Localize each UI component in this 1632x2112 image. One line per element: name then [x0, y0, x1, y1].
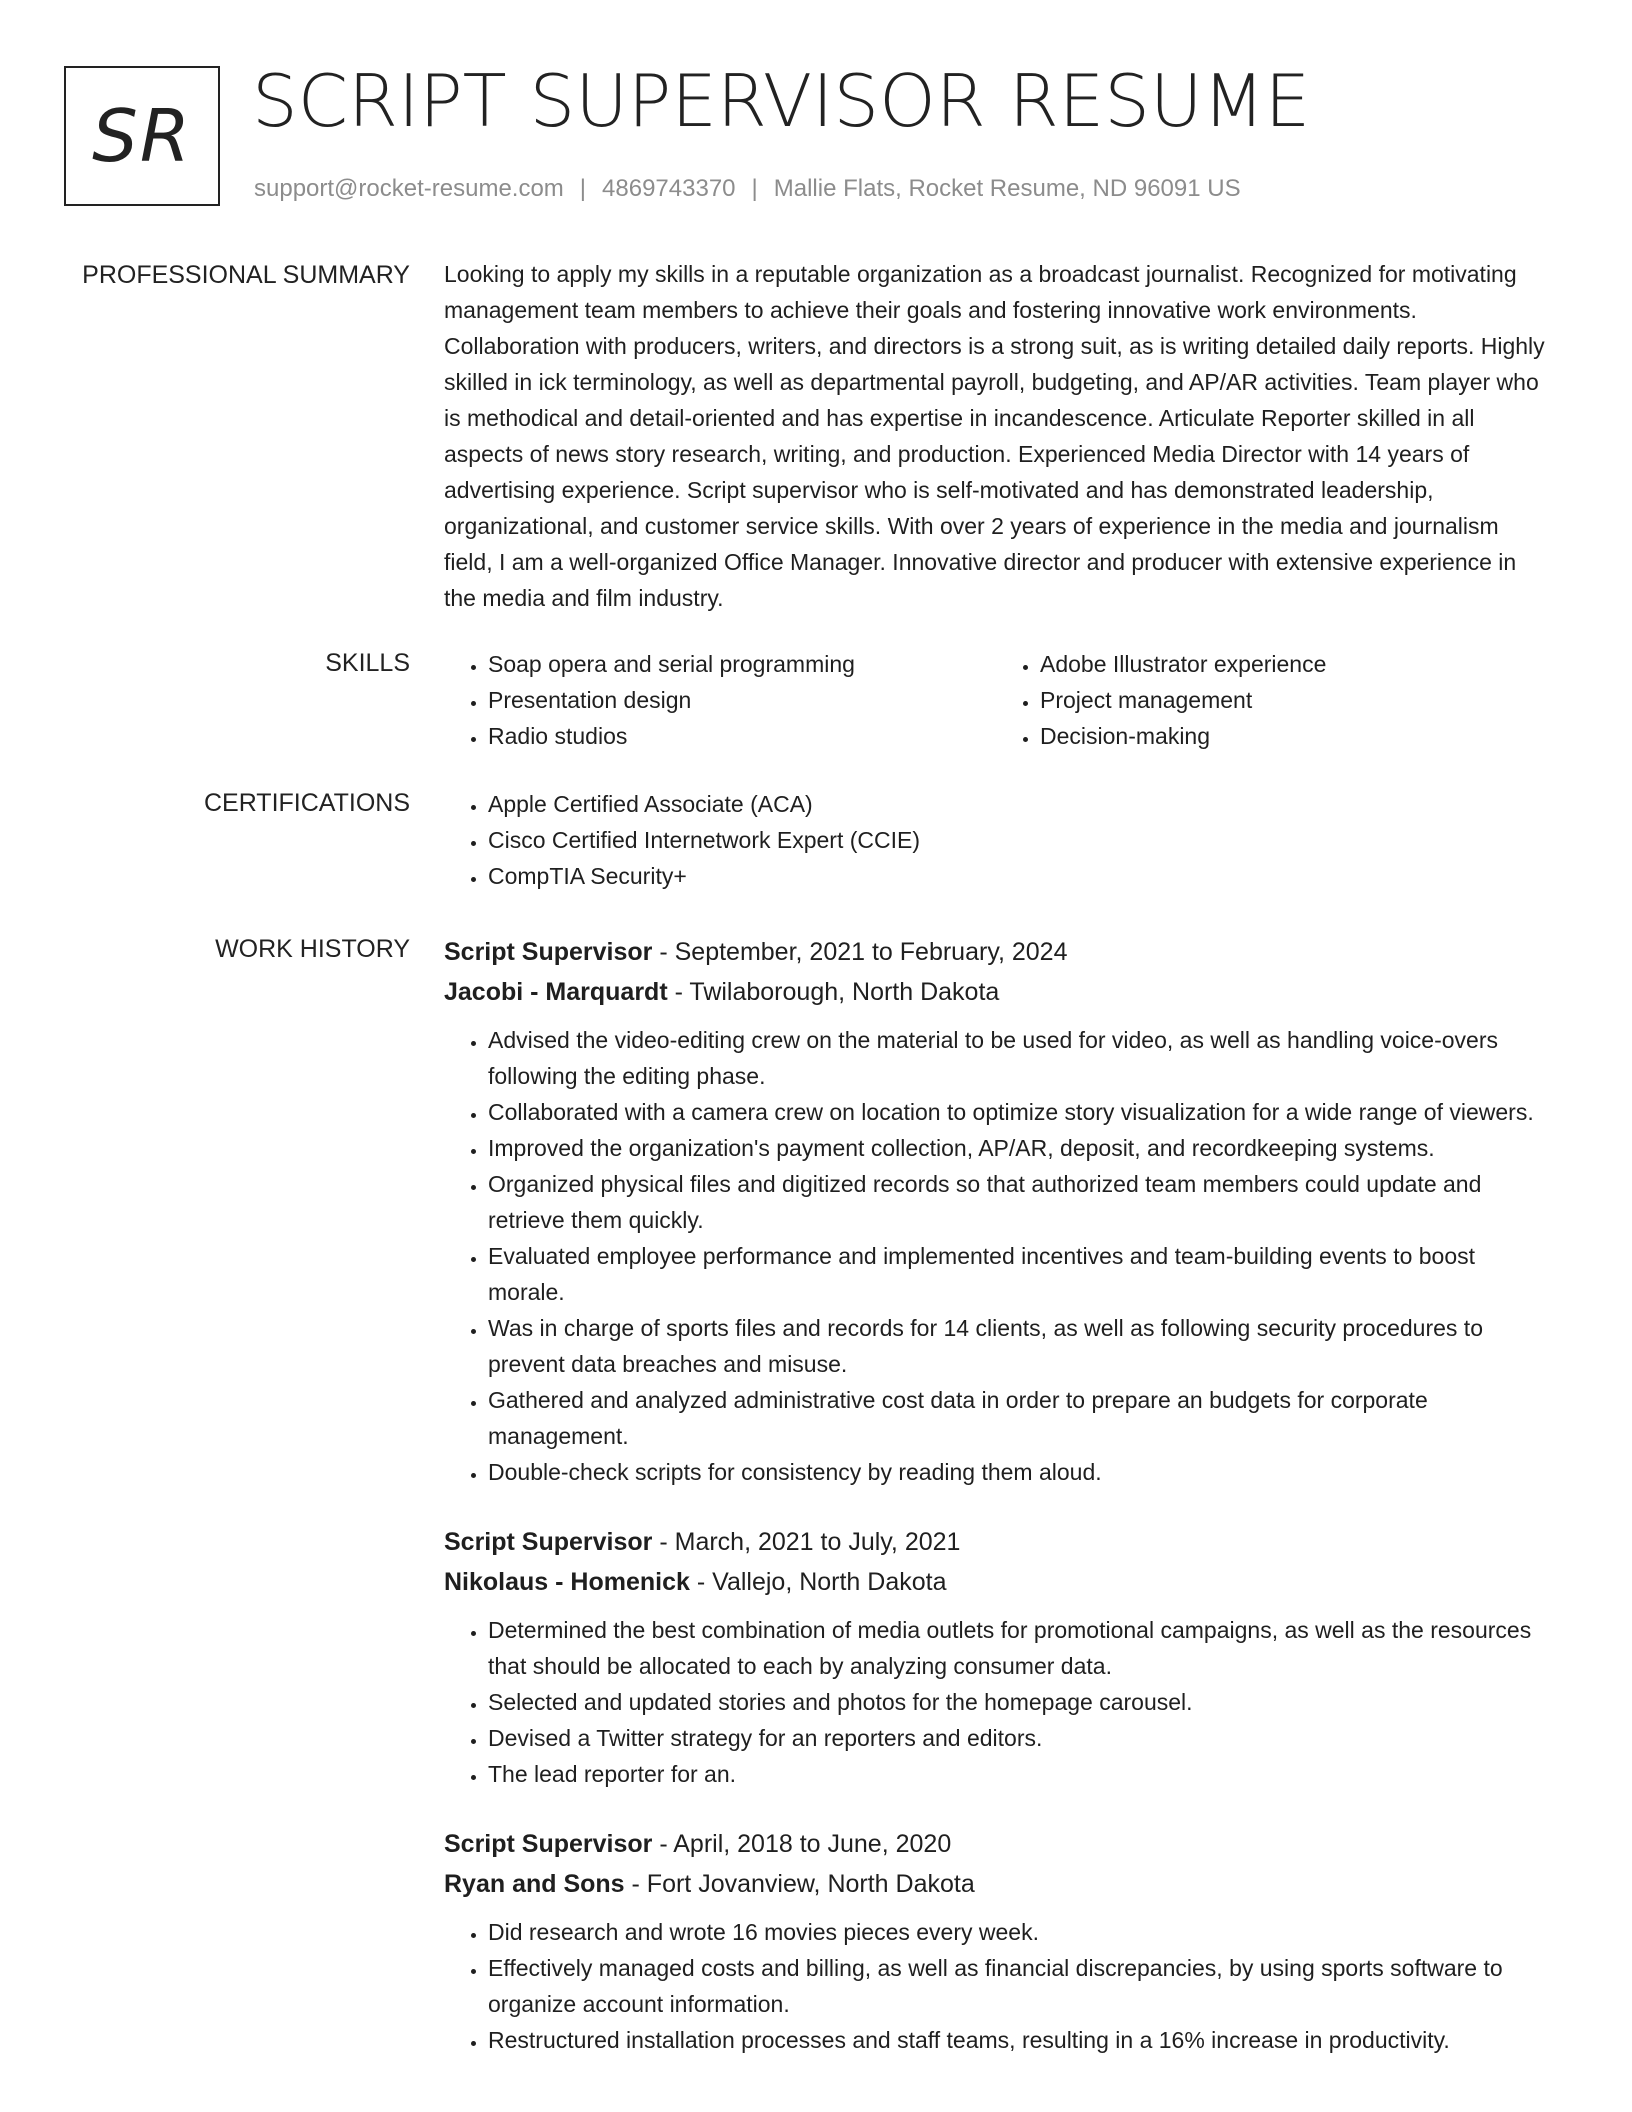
- job-title: Script Supervisor: [444, 1528, 653, 1556]
- job-bullets: [444, 1914, 1548, 2058]
- skill-item: • Project management: [1040, 682, 1548, 718]
- job-bullets: [444, 1022, 1548, 1490]
- job-bullet: • Double-check scripts for consistency by reading them aloud.: [488, 1454, 1548, 1490]
- job-entry: [444, 932, 1548, 1490]
- job-company-line: [444, 972, 1548, 1012]
- job-title-line: [444, 1824, 1548, 1864]
- job-location: - Fort Jovanview, North Dakota: [624, 1870, 975, 1898]
- job-title: Script Supervisor: [444, 1830, 653, 1858]
- job-company-line: [444, 1864, 1548, 1904]
- skill-item: • Presentation design: [488, 682, 996, 718]
- contact-email: support@rocket-resume.com: [254, 175, 564, 202]
- contact-separator: |: [751, 175, 758, 202]
- job-bullet: • Determined the best combination of media outlets for promotional campaigns, as well as the resources that should be allocated to each by analyzing consumer data.: [488, 1612, 1548, 1684]
- job-company: Ryan and Sons: [444, 1870, 625, 1898]
- job-company: Nikolaus - Homenick: [444, 1568, 690, 1596]
- job-dates: - September, 2021 to February, 2024: [652, 938, 1068, 966]
- summary-body: [444, 256, 1548, 616]
- job-title-line: [444, 1522, 1548, 1562]
- resume-title: SCRIPT SUPERVISOR RESUME: [252, 59, 1311, 143]
- certifications-list: [444, 786, 1548, 894]
- job-bullet: • Did research and wrote 16 movies pieces every week.: [488, 1914, 1548, 1950]
- summary-heading: PROFESSIONAL SUMMARY: [82, 261, 410, 289]
- certifications-heading: CERTIFICATIONS: [203, 789, 410, 817]
- job-entry: [444, 1824, 1548, 2058]
- monogram-initials: SR: [92, 94, 192, 178]
- certification-item: • CompTIA Security+: [488, 858, 1548, 894]
- skills-list-left: [444, 646, 996, 754]
- job-bullet: • Effectively managed costs and billing, as well as financial discrepancies, by using sports software to organize account information.: [488, 1950, 1548, 2022]
- contact-separator: |: [579, 175, 587, 202]
- job-bullet: • Gathered and analyzed administrative cost data in order to prepare an budgets for corporate management.: [488, 1382, 1548, 1454]
- skill-item: • Adobe Illustrator experience: [1040, 646, 1548, 682]
- job-bullet: • Restructured installation processes and staff teams, resulting in a 16% increase in productivity.: [488, 2022, 1548, 2058]
- job-bullet: • Evaluated employee performance and implemented incentives and team-building events to boost morale.: [488, 1238, 1548, 1310]
- job-entry: [444, 1522, 1548, 1792]
- job-bullet: • Advised the video-editing crew on the material to be used for video, as well as handling voice-overs following the editing phase.: [488, 1022, 1548, 1094]
- job-bullet: • Selected and updated stories and photos for the homepage carousel.: [488, 1684, 1548, 1720]
- job-bullet: • Was in charge of sports files and records for 14 clients, as well as following security procedures to prevent data breaches and misuse.: [488, 1310, 1548, 1382]
- certification-item: • Cisco Certified Internetwork Expert (CCIE): [488, 822, 1548, 858]
- job-location: - Twilaborough, North Dakota: [667, 978, 1000, 1006]
- job-bullet: • The lead reporter for an.: [488, 1756, 1548, 1792]
- contact-line: [254, 172, 1241, 206]
- skills-list-right: [996, 646, 1548, 754]
- certification-item: • Apple Certified Associate (ACA): [488, 786, 1548, 822]
- job-company-line: [444, 1562, 1548, 1602]
- summary-text: Looking to apply my skills in a reputable organization as a broadcast journalist. Recognized for motivating management team members to achieve their goals and fostering innovative work environments. Collaboration with producers, writers, and directors is a strong suit, as is writing detailed daily reports. Highly skilled in ick terminology, as well as departmental payroll, budgeting, and AP/AR activities. Team player who is methodical and detail-oriented and has expertise in incandescence. Articulate Reporter skilled in all aspects of news story research, writing, and production. Experienced Media Director with 14 years of advertising experience. Script supervisor who is self-motivated and has demonstrated leadership, organizational, and customer service skills. With over 2 years of experience in the media and journalism field, I am a well-organized Office Manager. Innovative director and producer with extensive experience in the media and film industry.: [444, 261, 1545, 611]
- skills-grid: [444, 646, 1548, 754]
- job-bullets: [444, 1612, 1548, 1792]
- job-bullet: • Organized physical files and digitized records so that authorized team members could update and retrieve them quickly.: [488, 1166, 1548, 1238]
- job-title-line: [444, 932, 1548, 972]
- skill-item: • Soap opera and serial programming: [488, 646, 996, 682]
- job-bullet: • Improved the organization's payment collection, AP/AR, deposit, and recordkeeping systems.: [488, 1130, 1548, 1166]
- contact-address: Mallie Flats, Rocket Resume, ND 96091 US: [773, 175, 1241, 202]
- job-title: Script Supervisor: [444, 938, 653, 966]
- job-location: - Vallejo, North Dakota: [689, 1568, 947, 1596]
- job-company: Jacobi - Marquardt: [444, 978, 668, 1006]
- job-bullet: • Devised a Twitter strategy for an reporters and editors.: [488, 1720, 1548, 1756]
- contact-phone: 4869743370: [602, 175, 736, 202]
- monogram-box: [64, 66, 220, 206]
- skill-item: • Decision-making: [1040, 718, 1548, 754]
- work-history-body: [444, 932, 1548, 2058]
- skills-heading: SKILLS: [325, 649, 410, 677]
- skill-item: • Radio studios: [488, 718, 996, 754]
- job-dates: - April, 2018 to June, 2020: [652, 1830, 952, 1858]
- certifications-body: [444, 786, 1548, 894]
- job-dates: - March, 2021 to July, 2021: [652, 1528, 961, 1556]
- work-history-heading: WORK HISTORY: [215, 935, 410, 963]
- job-bullet: • Collaborated with a camera crew on location to optimize story visualization for a wide range of viewers.: [488, 1094, 1548, 1130]
